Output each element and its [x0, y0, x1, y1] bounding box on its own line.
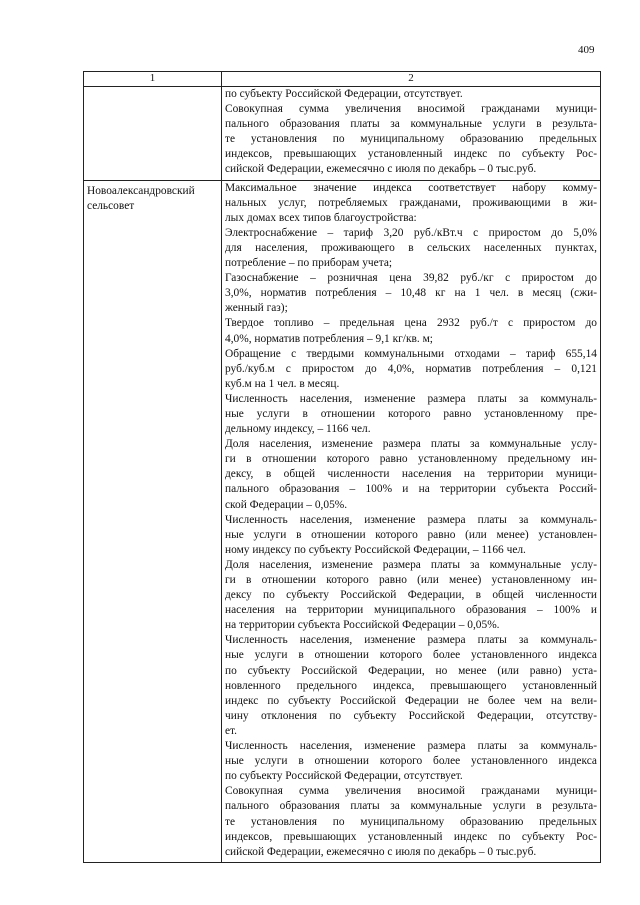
- text-line: на территории субъекта Российской Федерации – 0,05%.: [225, 619, 500, 632]
- description-text: [222, 181, 600, 862]
- text-line: Совокупная сумма увеличения вносимой гражданами муници-: [225, 785, 597, 798]
- text-line: ги в отношении которого равно (или менее) установленному ин-: [225, 574, 597, 586]
- text-line: Численность населения, изменение размера платы за коммуналь-: [225, 513, 597, 526]
- paragraph: [225, 226, 597, 271]
- text-line: ные услуги в отношении которого равно (или менее) установлен-: [225, 528, 597, 541]
- paragraph: [225, 181, 597, 226]
- text-line: Электроснабжение – тариф 3,20 руб./кВт.ч с приростом до 5,0%: [225, 226, 597, 239]
- paragraph: [225, 633, 597, 739]
- text-line: руб./куб.м с приростом до 4,0%, норматив потребления – 0,121: [225, 362, 597, 375]
- text-line: сийской Федерации, ежемесячно с июля по декабрь – 0 тыс.руб.: [225, 163, 537, 176]
- text-line: Доля населения, изменение размера платы за коммунальные услу-: [225, 438, 597, 451]
- text-line: ному индексу по субъекту Российской Федерации, – 1166 чел.: [225, 543, 526, 556]
- paragraph: [225, 347, 597, 392]
- text-line: дексу по субъекту Российской Федерации, в общей численности: [225, 589, 597, 602]
- text-line: ги в отношении которого равно установленному предельному ин-: [225, 453, 597, 466]
- page-number: 409: [578, 44, 595, 56]
- text-line: пального образования – 100% и на территории субъекта Россий-: [225, 483, 597, 496]
- text-line: индексов, превышающих установленный индекс по субъекту Рос-: [225, 148, 597, 161]
- text-line: Численность населения, изменение размера платы за коммуналь-: [225, 634, 597, 647]
- text-line: Численность населения, изменение размера платы за коммуналь-: [225, 740, 597, 753]
- text-line: лых домах всех типов благоустройства:: [225, 211, 417, 224]
- text-line: нальных услуг, потребляемых гражданами, проживающими в жи-: [225, 196, 597, 209]
- text-line: ет.: [225, 724, 238, 737]
- text-line: ской Федерации – 0,05%.: [225, 498, 348, 511]
- table-row: [84, 87, 601, 181]
- text-line: Максимальное значение индекса соответствует набору комму-: [225, 181, 597, 194]
- text-line: Обращение с твердыми коммунальными отходами – тариф 655,14: [225, 347, 597, 360]
- table-body: [84, 87, 601, 863]
- table-row: [84, 180, 601, 862]
- paragraph: [225, 513, 597, 558]
- text-line: для населения, проживающего в сельских населенных пунктах,: [225, 241, 597, 254]
- text-line: дексу, в общей численности населения на территории муници-: [225, 468, 597, 481]
- text-line: ные услуги в отношении которого более установленного индекса: [225, 649, 597, 662]
- text-line: сийской Федерации, ежемесячно с июля по декабрь – 0 тыс.руб.: [225, 845, 537, 858]
- text-line: потребление – по приборам учета;: [225, 257, 393, 270]
- text-line: ные услуги в отношении которого равно установленному пре-: [225, 407, 597, 420]
- text-line: женный газ);: [225, 302, 288, 315]
- description-cell: [222, 180, 601, 862]
- paragraph: [225, 87, 597, 102]
- text-line: Твердое топливо – предельная цена 2932 руб./т с приростом до: [225, 317, 597, 330]
- text-line: по субъекту Российской Федерации, отсутствует.: [225, 770, 463, 783]
- text-line: Совокупная сумма увеличения вносимой гражданами муници-: [225, 103, 597, 116]
- paragraph: [225, 558, 597, 633]
- text-line: те установления по муниципальному образованию предельных: [225, 133, 597, 146]
- column-header-2: 2: [222, 72, 601, 87]
- text-line: чину отклонения по субъекту Российской Федерации, отсутству-: [225, 709, 597, 722]
- text-line: пального образования платы за коммунальные услуги в результа-: [225, 118, 597, 131]
- text-line: 3,0%, норматив потребления – 10,48 кг на 1 чел. в месяц (сжи-: [225, 287, 597, 300]
- text-line: пального образования платы за коммунальные услуги в результа-: [225, 800, 597, 813]
- text-line: ные услуги в отношении которого более установленного индекса: [225, 755, 597, 768]
- paragraph: [225, 739, 597, 784]
- text-line: 4,0%, норматив потребления – 9,1 кг/кв. м;: [225, 332, 433, 345]
- municipality-name: Новоалександровский сельсовет: [87, 184, 195, 212]
- municipality-cell: [84, 87, 222, 181]
- paragraph: [225, 316, 597, 346]
- text-line: по субъекту Российской Федерации, но менее (или равно) уста-: [225, 664, 597, 677]
- municipality-name: [84, 87, 221, 90]
- column-header-1: 1: [84, 72, 222, 87]
- text-line: Газоснабжение – розничная цена 39,82 руб./кг с приростом до: [225, 272, 597, 285]
- description-cell: [222, 87, 601, 181]
- document-table: [83, 71, 601, 863]
- text-line: индексов, превышающих установленный индекс по субъекту Рос-: [225, 830, 597, 843]
- paragraph: [225, 271, 597, 316]
- text-line: населения на территории муниципального образования – 100% и: [225, 604, 597, 617]
- text-line: дельному индексу, – 1166 чел.: [225, 423, 371, 436]
- description-text: [222, 87, 600, 180]
- paragraph: [225, 392, 597, 437]
- text-line: Численность населения, изменение размера платы за коммуналь-: [225, 392, 597, 405]
- table-header-row: [84, 72, 601, 87]
- text-line: индекс по субъекту Российской Федерации не более чем на вели-: [225, 694, 597, 707]
- paragraph: [225, 437, 597, 512]
- paragraph: [225, 102, 597, 177]
- text-line: новленного предельного индекса, превышающего установленный: [225, 679, 597, 692]
- text-line: куб.м на 1 чел. в месяц.: [225, 377, 340, 390]
- text-line: те установления по муниципальному образованию предельных: [225, 815, 597, 828]
- paragraph: [225, 784, 597, 859]
- text-line: по субъекту Российской Федерации, отсутствует.: [225, 88, 463, 100]
- text-line: Доля населения, изменение размера платы за коммунальные услу-: [225, 558, 597, 571]
- municipality-cell: [84, 180, 222, 862]
